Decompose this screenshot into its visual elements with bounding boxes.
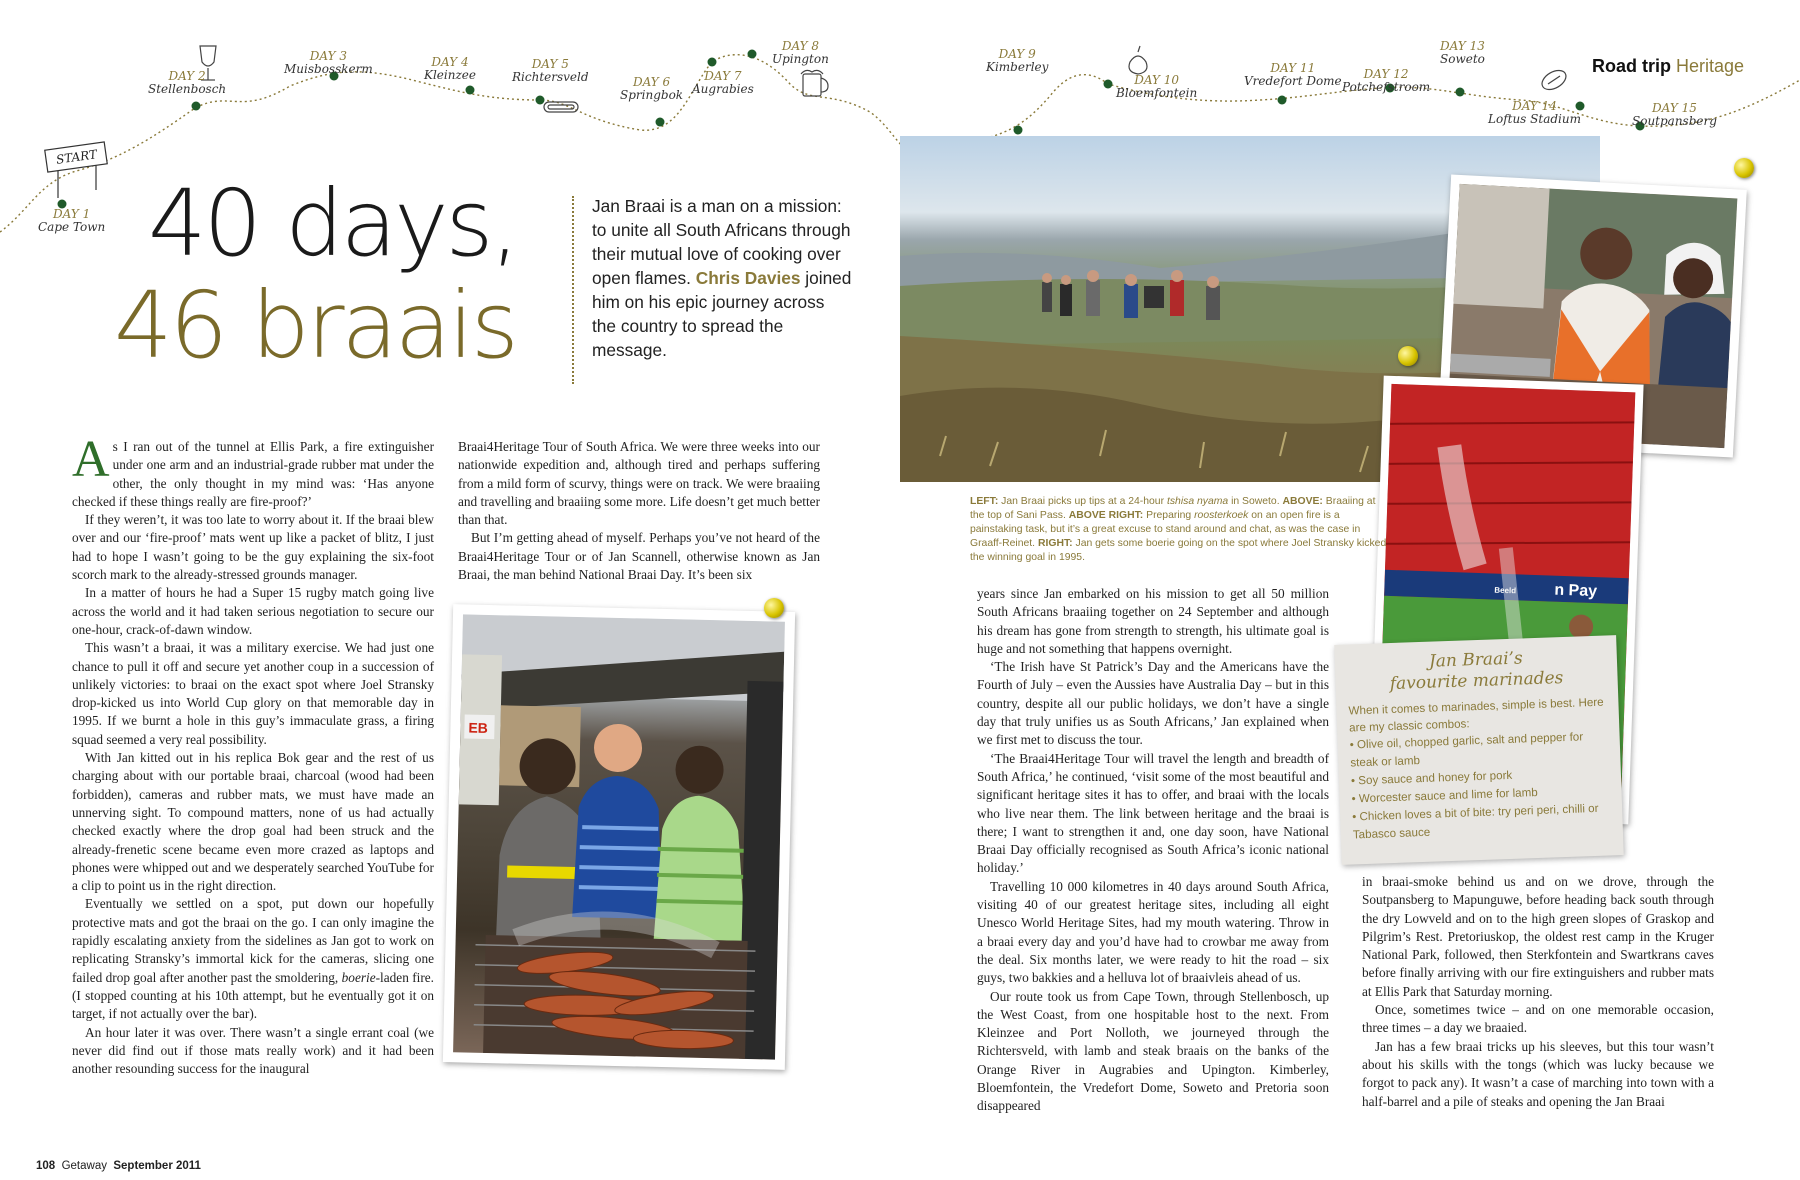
route-stop-dot xyxy=(1014,126,1023,135)
caption-label: RIGHT: xyxy=(1037,538,1073,549)
sidebar-title: Jan Braai’s favourite marinades xyxy=(1389,648,1564,695)
section-primary: Road trip xyxy=(1592,56,1671,76)
paragraph: years since Jan embarked on his mission to get all 50 million South Africans braaiing together on 24 September and although his dream has gone from strength to strength, his ultimate goal is huge and not something that happens overnight. xyxy=(977,586,1329,656)
standfirst xyxy=(592,194,852,362)
photo-soweto-braai xyxy=(443,604,795,1070)
route-day-14: DAY 14 Loftus Stadium xyxy=(1488,99,1581,126)
caption-label: ABOVE RIGHT: xyxy=(1068,510,1144,521)
article-column-2 xyxy=(458,438,820,584)
route-day-12: DAY 12 Potchefstroom xyxy=(1342,67,1431,94)
braai-scene xyxy=(453,614,785,1059)
headline-line-2: 46 braais xyxy=(114,272,516,379)
pushpin-icon xyxy=(1398,346,1418,366)
page-footer xyxy=(36,1160,201,1172)
paragraph: An hour later it was over. There wasn’t a single errant coal (we never did find out if those mats really work) and it had been another resounding success for the inaugural xyxy=(72,1024,434,1077)
sign-text: n Pay xyxy=(1554,581,1598,601)
paragraph: in braai-smoke behind us and on we drove, through the Soutpansberg to Mapunguwe, before heading back south through the dry Lowveld and on to the high green slopes of Graskop and Pilgrim’s Rest. Pretoriuskop, the oldest rest camp in the Kruger National Park, followed, then Sterkfontein and Swartkrans caves before finally arriving with our fire extinguishers and rubber mats at Ellis Park that Saturday morning. xyxy=(1362,874,1714,999)
paragraph: Once, sometimes twice – and on one memorable occasion, three times – a day we braaied. xyxy=(1362,1002,1714,1036)
paragraph: ‘The Braai4Heritage Tour will travel the length and breadth of South Africa,’ he continued, ‘visit some of the most beautiful and significant heritage sites it has to offer, and braai with the locals who live near them. The link between heritage and the braai is there; I want to strengthen it and, one day soon, have National Braai Day officially recognised as South Africa’s iconic national holiday.’ xyxy=(977,750,1329,876)
paragraph: Eventually we settled on a spot, put down our hopefully protective mats and got the braai on the go. I can only imagine the rapidly escalating anxiety from the sidelines as Jan got to work on replicating Stransky’s immortal kick for the cameras, slicing one failed drop goal after another past the smoldering, boerie-laden fire. (I stopped counting at his 10th attempt, but he eventually got it on target, if not actually over the bar). xyxy=(72,896,435,1022)
drop-cap: A xyxy=(72,431,110,488)
pushpin-icon xyxy=(764,598,784,618)
route-stop-dot xyxy=(1278,96,1287,105)
route-day-1: DAY 1 Cape Town xyxy=(38,207,106,234)
route-start-label: START xyxy=(55,147,98,167)
route-stop-dot xyxy=(1104,80,1113,89)
paragraph: Jan has a few braai tricks up his sleeves, but this tour wasn’t about his skills with the tongs (which was lucky because we forgot to pack any). It wasn’t a case of marching into town with a half-barrel and a pile of steaks and opening the Jan Braai xyxy=(1362,1038,1714,1109)
intro-divider xyxy=(572,196,574,384)
sausage-icon xyxy=(544,102,578,112)
route-stop-dot xyxy=(192,102,201,111)
route-day-10: DAY 10 Bloemfontein xyxy=(1116,73,1198,100)
route-day-6: DAY 6 Springbok xyxy=(620,75,684,102)
rugby-ball-icon xyxy=(1539,67,1570,94)
route-day-5: DAY 5 Richtersveld xyxy=(512,57,589,84)
paragraph: With Jan kitted out in his replica Bok gear and the rest of us charging about with our portable braai, charcoal (wood had been forbidden), cameras and rubber mats, we must have made an unnerving sight. To compound matters, none of us had actually checked exactly where the drop goal had been struck and the already-frenetic scene became even more crazed as laptops and phones were whipped out and we desperately searched YouTube for a clip to point us in the right direction. xyxy=(72,750,434,894)
sign-text: EB xyxy=(468,719,489,736)
section-secondary: Heritage xyxy=(1676,56,1745,76)
italic-term: boerie xyxy=(341,969,376,985)
marinades-sidebar xyxy=(1334,635,1624,865)
route-day-3: DAY 3 Muisbosskerm xyxy=(284,49,373,76)
caption-label: ABOVE: xyxy=(1282,496,1323,507)
route-day-8: DAY 8 Upington xyxy=(772,39,829,66)
marinade-item: • Chicken loves a bit of bite: try peri peri, chilli or Tabasco sauce xyxy=(1352,801,1599,842)
marinade-item: • Olive oil, chopped garlic, salt and pepper for steak or lamb xyxy=(1349,730,1584,770)
paragraph: s I ran out of the tunnel at Ellis Park, a fire extinguisher under one arm and an industrial-grade rubber mat under the other, the only thought in my mind was: ‘Has anyone checked if these things really are fire-proof?’ xyxy=(72,439,434,509)
page-number: 108 xyxy=(36,1160,56,1172)
marinade-item: • Worcester sauce and lime for lamb xyxy=(1351,785,1538,806)
route-stop-dot xyxy=(466,86,475,95)
paragraph: ‘The Irish have St Patrick’s Day and the Americans have the Fourth of July – even the Aussies have Australia Day – but in this country, despite all our public holidays, we don’t have a single day that truly unifies us as South Africans,’ Jan explained when we first met to discuss the tour. xyxy=(977,659,1329,748)
paragraph: In a matter of hours he had a Super 15 rugby match going live across the world and it had taken serious negotiation to secure our one-hour, crack-of-dawn window. xyxy=(72,585,434,637)
section-label xyxy=(1592,56,1744,77)
standfirst-text-2: joined him on his epic journey across the country to spread the message. xyxy=(592,268,852,360)
beer-mug-icon xyxy=(801,70,828,96)
garlic-icon xyxy=(1129,46,1147,74)
paragraph: Our route took us from Cape Town, through Stellenbosch, up the West Coast, from one hospitable host to the next. From Kleinzee and Port Nolloth, we journeyed through the Richtersveld, with lamb and steak braais on the banks of the Orange River in Augrabies and Upington. Kimberley, Bloemfontein, the Vredefort Dome, Soweto and Pretoria soon disappeared xyxy=(977,988,1329,1114)
route-day-4: DAY 4 Kleinzee xyxy=(424,55,476,82)
article-column-3 xyxy=(977,585,1329,1116)
route-day-11: DAY 11 Vredefort Dome xyxy=(1244,61,1342,88)
sign-text: Beeld xyxy=(1494,585,1517,596)
route-stop-dot xyxy=(656,118,665,127)
magazine-name: Getaway xyxy=(61,1160,107,1172)
caption-label: LEFT: xyxy=(970,496,999,507)
route-day-13: DAY 13 Soweto xyxy=(1440,39,1485,66)
route-stop-dot xyxy=(708,58,717,67)
author-name: Chris Davies xyxy=(695,268,801,288)
article-column-4 xyxy=(1362,873,1714,1111)
route-day-2: DAY 2 Stellenbosch xyxy=(148,69,227,96)
route-stop-dot xyxy=(536,96,545,105)
route-stop-dot xyxy=(748,50,757,59)
article-column-1 xyxy=(72,431,435,1078)
paragraph: Travelling 10 000 kilometres in 40 days around South Africa, visiting 40 of our greatest heritage sites, including all eight Unesco World Heritage Sites, had my mouth watering. Throw in a braai every day and you’d have had to crowbar me away from the deal. Six months later, we were ready to hit the road – six guys, two bakkies and a helluva lot of braaivleis ahead of us. xyxy=(977,878,1329,986)
paragraph: But I’m getting ahead of myself. Perhaps you’ve not heard of the Braai4Heritage Tour or of Jan Scannell, otherwise known as Jan Braai, the man behind National Braai Day. It’s been six xyxy=(458,530,820,583)
route-day-7: DAY 7 Augrabies xyxy=(692,69,754,96)
standfirst-text: Jan Braai is a man on a mission: to unite all South Africans through their mutual love of cooking over open flames. xyxy=(592,196,851,288)
route-stop-dot xyxy=(1456,88,1465,97)
paragraph: Braai4Heritage Tour of South Africa. We were three weeks into our nationwide expedition and, although tired and perhaps suffering from a mild form of scurvy, things were on track. We were braaiing and travelling and braaiing some more. Life doesn’t get much better than that. xyxy=(458,439,820,528)
headline-line-1: 40 days, xyxy=(148,170,517,277)
photo-captions: LEFT: Jan Braai picks up tips at a 24-hour tshisa nyama in Soweto. ABOVE: Braaiing at the top of Sani Pass. ABOVE RIGHT: Preparing roosterkoek on an open fire is a painstaking task, but it’s a great excuse to stand around and chat, as was the case in Graaff-Reinet. RIGHT: Jan gets some boerie going on the spot where Joel Stransky kicked the winning goal in 1995. xyxy=(970,496,1387,563)
route-day-9: DAY 9 Kimberley xyxy=(986,47,1049,74)
pushpin-icon xyxy=(1734,158,1754,178)
paragraph: If they weren’t, it was too late to worry about it. If the braai blew over and our ‘fire-proof’ mats went up like a packet of blitz, I just had to hope I wasn’t going to be the guy explaining the six-foot scorch mark to the already-stressed grounds manager. xyxy=(72,512,434,583)
marinade-item: • Soy sauce and honey for pork xyxy=(1350,768,1513,788)
sidebar-intro: When it comes to marinades, simple is best. Here are my classic combos: xyxy=(1348,695,1604,735)
route-day-15: DAY 15 Soutpansberg xyxy=(1632,101,1717,128)
paragraph: This wasn’t a braai, it was a military exercise. We had just one chance to pull it off and secure yet another coup in a succession of unlikely victories: to braai on the exact spot where Joel Stransky drop-kicked us into World Cup glory on that memorable day in 1995. If we burnt a hole in this guy’s immaculate grass, a firing squad seemed a very real possibility. xyxy=(72,640,434,747)
issue-date: September 2011 xyxy=(113,1160,201,1172)
